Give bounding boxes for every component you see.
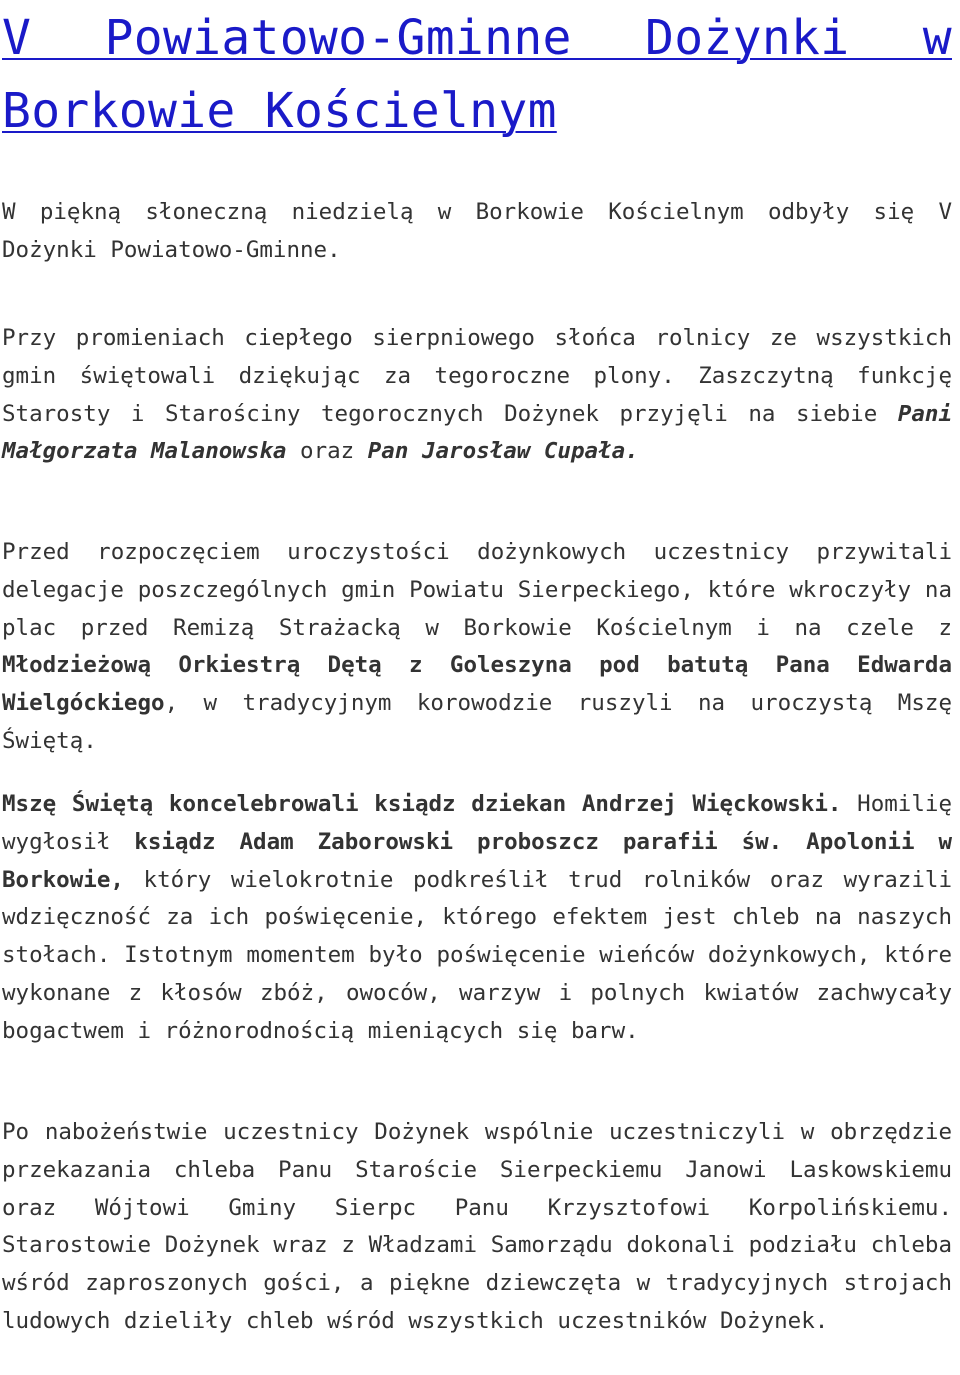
orchestra-name: Młodzieżową Orkiestrą Dętą z Goleszyna pod batutą Pana Edwarda Wielgóckiego (2, 652, 952, 717)
paragraph-procession-text-1: Przed rozpoczęciem uroczystości dożynkowych uczestnicy przywitali delegacje poszczególnych gmin Powiatu Sierpeckiego, które wkroczyły na plac przed Remizą Strażacką w Borkowie Kościelnym i na czele z (2, 539, 952, 641)
article-title-wrap (2, 0, 952, 148)
starosta-name-female: Pani Małgorzata Malanowska (2, 400, 952, 465)
paragraph-bread (2, 1114, 952, 1341)
paragraph-mass-text-1: Homilię wygłosił (2, 791, 952, 855)
paragraph-intro-text: W piękną słoneczną niedzielą w Borkowie Kościelnym odbyły się V Dożynki Powiatowo-Gminne. (2, 199, 952, 263)
paragraph-starosts (2, 320, 952, 471)
paragraph-mass-text-2: który wielokrotnie podkreślił trud rolników oraz wyrazili wdzięczność za ich poświęcenie, którego efektem jest chleb na naszych stołach. Istotnym momentem było poświęcenie wieńców dożynkowych, które wykonane z kłosów zbóż, owoców, warzyw i polnych kwiatów zachwycały bogactwem i różnorodnością mieniących się barw. (2, 866, 952, 1044)
paragraph-starosts-text-1: Przy promieniach ciepłego sierpniowego słońca rolnicy ze wszystkich gmin świętowali dziękując za tegoroczne plony. Zaszczytną funkcję Starosty i Starościny tegorocznych Dożynek przyjęli na siebie (2, 325, 952, 427)
paragraph-procession-text-2: , w tradycyjnym korowodzie ruszyli na uroczystą Mszę Świętą. (2, 690, 952, 754)
paragraph-mass (2, 786, 952, 1051)
paragraph-procession (2, 534, 952, 761)
mass-celebrants: Mszę Świętą koncelebrowali ksiądz dziekan Andrzej Więckowski. (2, 791, 842, 817)
homily-priest: ksiądz Adam Zaborowski proboszcz parafii św. Apolonii w Borkowie, (2, 828, 952, 893)
starosta-name-male: Pan Jarosław Cupała. (367, 438, 639, 465)
paragraph-intro (2, 194, 952, 270)
paragraph-bread-text: Po nabożeństwie uczestnicy Dożynek wspólnie uczestniczyli w obrzędzie przekazania chleba Panu Staroście Sierpeckiemu Janowi Laskowskiemu oraz Wójtowi Gminy Sierpc Panu Krzysztofowi Korpolińskiemu. Starostowie Dożynek wraz z Władzami Samorządu dokonali podziału chleba wśród zaproszonych gości, a piękne dziewczęta w tradycyjnych strojach ludowych dzieliły chleb wśród wszystkich uczestników Dożynek. (2, 1119, 952, 1334)
paragraph-starosts-text-2: oraz (286, 438, 368, 465)
article-title[interactable]: V Powiatowo-Gminne Dożynki w Borkowie Kościelnym (2, 10, 952, 139)
